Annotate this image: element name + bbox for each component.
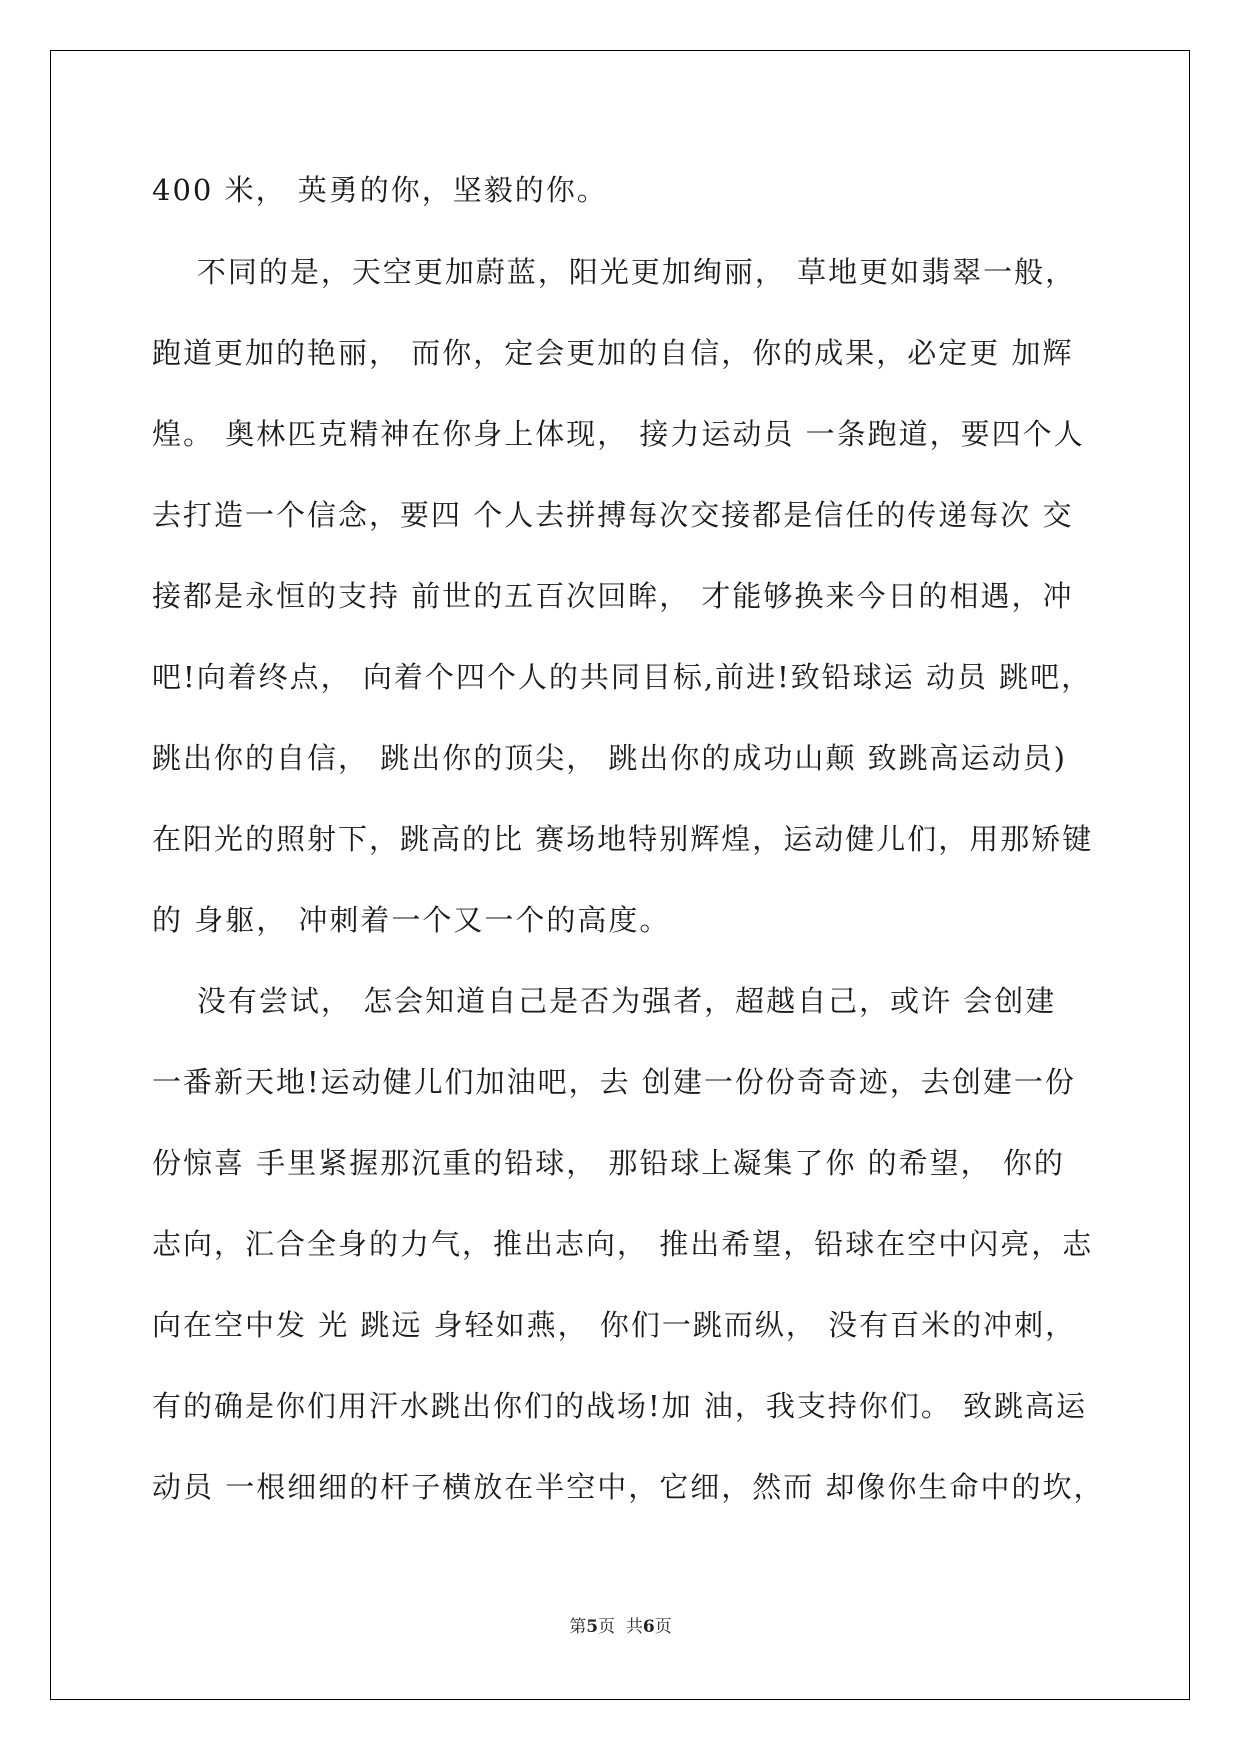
text-line: 一番新天地!运动健儿们加油吧，去 创建一份份奇奇迹，去创建一份 <box>152 1065 1076 1099</box>
text-line: 不同的是，天空更加蔚蓝，阳光更加绚丽， 草地更如翡翠一般， <box>152 255 1077 289</box>
text-line: 有的确是你们用汗水跳出你们的战场!加 油，我支持你们。 致跳高运 <box>152 1389 1088 1423</box>
total-page-number: 6 <box>642 1617 655 1637</box>
text-line: 志向，汇合全身的力气，推出志向， 推出希望，铅球在空中闪亮，志 <box>152 1227 1094 1261</box>
text-line: 份惊喜 手里紧握那沉重的铅球， 那铅球上凝集了你 的希望， 你的 <box>152 1146 1065 1180</box>
page-label-mid: 页 共 <box>598 1617 643 1637</box>
text-line: 跳出你的自信， 跳出你的顶尖， 跳出你的成功山颠 致跳高运动员) <box>152 741 1067 775</box>
text-line: 接都是永恒的支持 前世的五百次回眸， 才能够换来今日的相遇，冲 <box>152 579 1074 613</box>
text-line: 400 米， 英勇的你，坚毅的你。 <box>152 173 608 207</box>
text-line: 的 身躯， 冲刺着一个又一个的高度。 <box>152 903 671 937</box>
text-line: 跑道更加的艳丽， 而你，定会更加的自信，你的成果，必定更 加辉 <box>152 336 1074 370</box>
current-page-number: 5 <box>586 1617 599 1637</box>
text-line: 在阳光的照射下，跳高的比 赛场地特别辉煌，运动健儿们，用那矫键 <box>152 822 1094 856</box>
text-line: 没有尝试， 怎会知道自己是否为强者，超越自己，或许 会创建 <box>152 984 1057 1018</box>
page-label-prefix: 第 <box>569 1617 587 1637</box>
page-label-suffix: 页 <box>654 1617 672 1637</box>
text-line: 向在空中发 光 跳远 身轻如燕， 你们一跳而纵， 没有百米的冲刺， <box>152 1308 1077 1342</box>
text-line: 去打造一个信念，要四 个人去拼搏每次交接都是信任的传递每次 交 <box>152 498 1074 532</box>
text-line: 煌。 奥林匹克精神在你身上体现， 接力运动员 一条跑道，要四个人 <box>152 417 1085 451</box>
page-border <box>50 50 1190 1700</box>
page-footer <box>0 1616 1241 1638</box>
text-line: 动员 一根细细的杆子横放在半空中，它细，然而 却像你生命中的坎， <box>152 1470 1105 1504</box>
text-line: 吧!向着终点， 向着个四个人的共同目标,前进!致铅球运 动员 跳吧， <box>152 660 1093 694</box>
